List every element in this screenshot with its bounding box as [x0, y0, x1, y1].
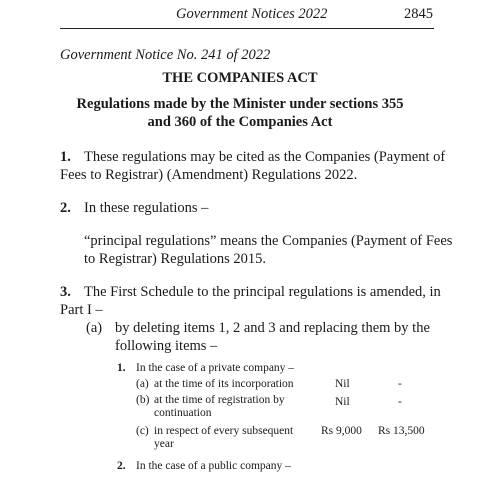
regulations-title-line-2: and 360 of the Companies Act: [147, 114, 333, 130]
section-2-number: 2.: [60, 200, 71, 216]
subparagraph-a-line-2: following items –: [115, 338, 218, 354]
section-1-number: 1.: [60, 149, 71, 165]
schedule-item-2-text: In the case of a public company –: [136, 460, 291, 472]
schedule-item-2-number: 2.: [117, 460, 126, 472]
schedule-row-b-fee-1: Nil: [335, 396, 350, 408]
schedule-row-b-label: (b): [136, 394, 150, 406]
schedule-row-b-line-1: at the time of registration by: [154, 394, 285, 406]
schedule-row-c-label: (c): [136, 425, 149, 437]
page-number: 2845: [404, 6, 433, 22]
schedule-row-a-fee-2: -: [398, 378, 402, 390]
section-1-line-2: Fees to Registrar) (Amendment) Regulations 2022.: [60, 167, 358, 183]
section-2-line-1: In these regulations –: [84, 200, 209, 216]
schedule-item-1-text: In the case of a private company –: [136, 362, 295, 374]
schedule-row-a-line-1: at the time of its incorporation: [154, 378, 294, 390]
schedule-row-b-line-2: continuation: [154, 407, 212, 419]
schedule-row-a-fee-1: Nil: [335, 378, 350, 390]
schedule-row-c-line-1: in respect of every subsequent: [154, 425, 294, 437]
running-header-title: Government Notices 2022: [176, 6, 328, 22]
act-title: THE COMPANIES ACT: [162, 70, 318, 86]
schedule-row-b-fee-2: -: [398, 396, 402, 408]
schedule-row-c-fee-2: Rs 13,500: [378, 425, 425, 437]
schedule-row-a-label: (a): [136, 378, 149, 390]
section-3-number: 3.: [60, 284, 71, 300]
section-3-line-2: Part I –: [60, 302, 103, 318]
schedule-row-c-fee-1: Rs 9,000: [321, 425, 362, 437]
subparagraph-a-label: (a): [86, 320, 103, 336]
notice-number: Government Notice No. 241 of 2022: [60, 47, 271, 63]
definition-line-2: to Registrar) Regulations 2015.: [84, 251, 267, 267]
section-1-line-1: These regulations may be cited as the Companies (Payment of: [84, 149, 446, 165]
schedule-row-c-line-2: year: [154, 438, 174, 450]
subparagraph-a-line-1: by deleting items 1, 2 and 3 and replacing them by the: [115, 320, 430, 336]
section-3-line-1: The First Schedule to the principal regulations is amended, in: [84, 284, 441, 300]
definition-line-1: “principal regulations” means the Companies (Payment of Fees: [84, 233, 453, 249]
regulations-title-line-1: Regulations made by the Minister under sections 355: [76, 96, 404, 112]
schedule-item-1-number: 1.: [117, 362, 126, 374]
header-rule: [60, 28, 434, 29]
